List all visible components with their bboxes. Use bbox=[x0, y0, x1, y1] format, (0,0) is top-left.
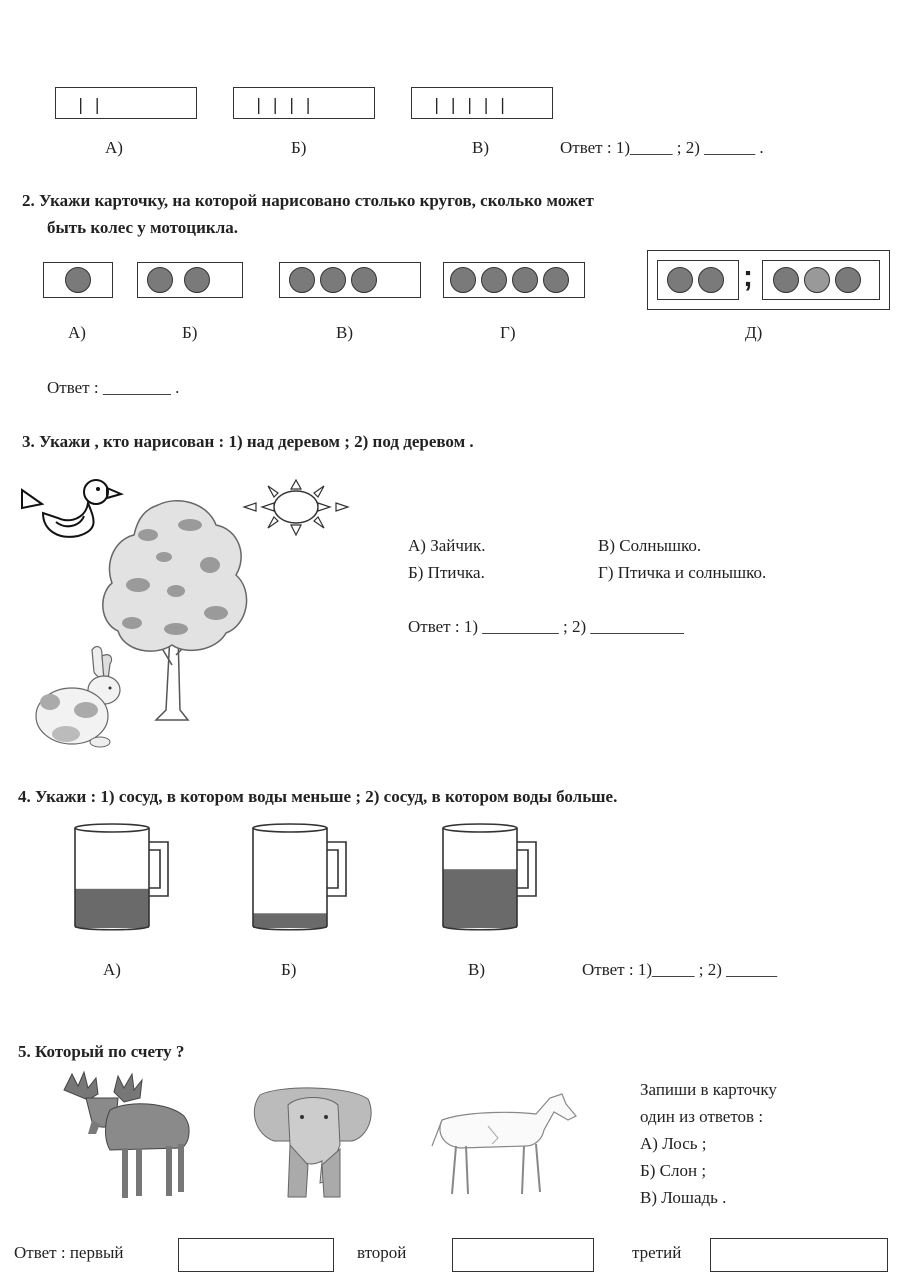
sticks: | | | | | bbox=[434, 95, 509, 114]
sticks: | | bbox=[78, 95, 103, 114]
task3-question: 3. Укажи , кто нарисован : 1) над деревом ; 2) под деревом . bbox=[22, 432, 474, 451]
task4-question: 4. Укажи : 1) сосуд, в котором воды меньше ; 2) сосуд, в котором воды больше. bbox=[18, 787, 618, 806]
mug-b bbox=[250, 822, 360, 939]
task5-instruction-line1: Запиши в карточку bbox=[640, 1080, 777, 1099]
label-4b: Б) bbox=[281, 960, 297, 979]
third-answer-box[interactable] bbox=[710, 1238, 888, 1272]
task2-question-line2: быть колес у мотоцикла. bbox=[47, 218, 238, 237]
circle-icon bbox=[184, 267, 210, 293]
first-answer-box[interactable] bbox=[178, 1238, 334, 1272]
task1-answer: Ответ : 1)_____ ; 2) ______ . bbox=[560, 138, 764, 157]
card-2b bbox=[137, 262, 243, 298]
second-answer-box[interactable] bbox=[452, 1238, 594, 1272]
sun-icon bbox=[242, 477, 350, 537]
card-2e-left bbox=[657, 260, 739, 300]
task3-answer: Ответ : 1) _________ ; 2) ___________ bbox=[408, 617, 684, 636]
circle-icon bbox=[667, 267, 693, 293]
task3-option-b: Б) Птичка. bbox=[408, 563, 485, 582]
label-2d: Г) bbox=[500, 323, 516, 342]
circle-icon bbox=[835, 267, 861, 293]
mug-icon bbox=[250, 822, 360, 934]
task2-answer: Ответ : ________ . bbox=[47, 378, 180, 397]
circle-icon bbox=[773, 267, 799, 293]
task5-option-b: Б) Слон ; bbox=[640, 1161, 707, 1180]
sticks: | | | | bbox=[256, 95, 314, 114]
task3-option-g: Г) Птичка и солнышко. bbox=[598, 563, 767, 582]
circle-icon bbox=[65, 267, 91, 293]
mug-a bbox=[72, 822, 182, 939]
circle-icon bbox=[289, 267, 315, 293]
circle-icon bbox=[804, 267, 830, 293]
circle-icon bbox=[351, 267, 377, 293]
mug-c bbox=[440, 822, 550, 939]
task5-answer-label: Ответ : первый bbox=[14, 1243, 124, 1262]
horse-icon bbox=[430, 1090, 580, 1202]
circle-icon bbox=[320, 267, 346, 293]
task5-instruction-line2: один из ответов : bbox=[640, 1107, 764, 1126]
circle-icon bbox=[543, 267, 569, 293]
card-2e-separator: ; bbox=[743, 260, 753, 293]
task5-option-a: А) Лось ; bbox=[640, 1134, 707, 1153]
card-1c bbox=[411, 87, 553, 119]
label-2e: Д) bbox=[745, 323, 763, 342]
task4-answer: Ответ : 1)_____ ; 2) ______ bbox=[582, 960, 778, 979]
task5-question: 5. Который по счету ? bbox=[18, 1042, 185, 1061]
label-1b: Б) bbox=[291, 138, 307, 157]
card-1a bbox=[55, 87, 197, 119]
task5-option-v: В) Лошадь . bbox=[640, 1188, 727, 1207]
mug-icon bbox=[440, 822, 550, 934]
circle-icon bbox=[698, 267, 724, 293]
task3-option-v: В) Солнышко. bbox=[598, 536, 702, 555]
circle-icon bbox=[481, 267, 507, 293]
label-2b: Б) bbox=[182, 323, 198, 342]
label-2c: В) bbox=[336, 323, 353, 342]
card-2c bbox=[279, 262, 421, 298]
circle-icon bbox=[147, 267, 173, 293]
rabbit-icon bbox=[30, 642, 130, 750]
second-label: второй bbox=[357, 1243, 407, 1262]
task3-option-a: А) Зайчик. bbox=[408, 536, 486, 555]
mug-icon bbox=[72, 822, 182, 934]
card-2e-right bbox=[762, 260, 880, 300]
card-2d bbox=[443, 262, 585, 298]
third-label: третий bbox=[632, 1243, 682, 1262]
card-1b bbox=[233, 87, 375, 119]
circle-icon bbox=[512, 267, 538, 293]
label-1a: А) bbox=[105, 138, 123, 157]
label-4c: В) bbox=[468, 960, 485, 979]
elephant-icon bbox=[248, 1085, 378, 1203]
task2-question-line1: 2. Укажи карточку, на которой нарисовано столько кругов, сколько может bbox=[22, 191, 594, 210]
moose-icon bbox=[58, 1070, 198, 1202]
circle-icon bbox=[450, 267, 476, 293]
card-2a bbox=[43, 262, 113, 298]
label-1c: В) bbox=[472, 138, 489, 157]
label-2a: А) bbox=[68, 323, 86, 342]
label-4a: А) bbox=[103, 960, 121, 979]
